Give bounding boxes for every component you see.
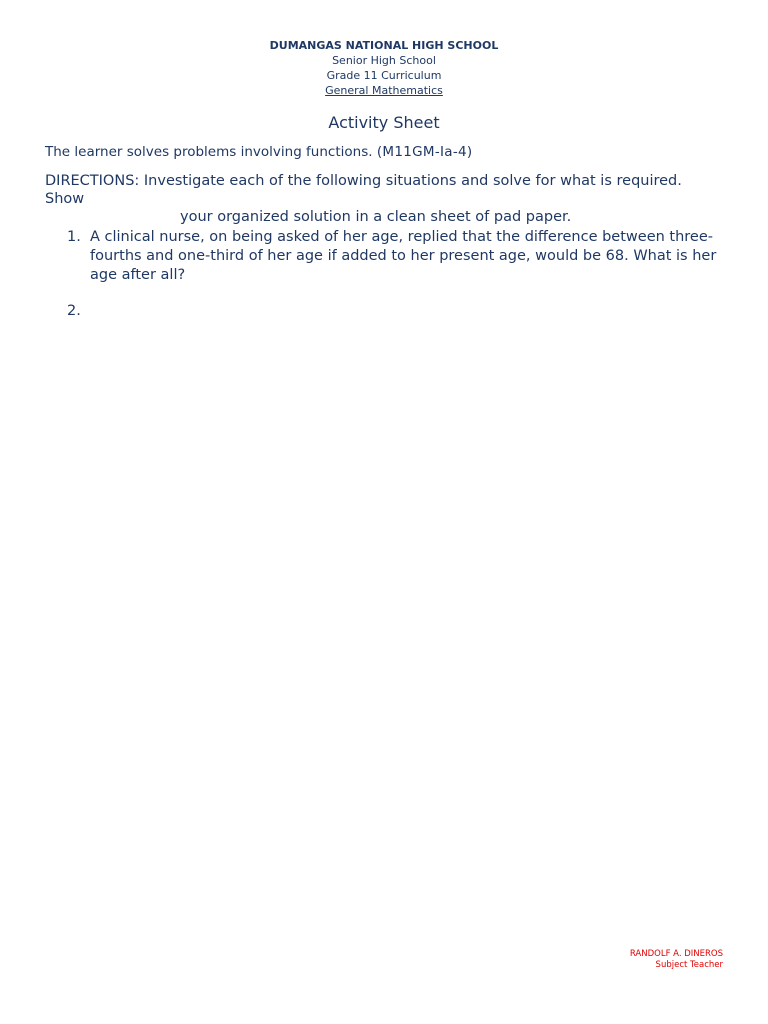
teacher-name: RANDOLF A. DINEROS <box>629 949 723 959</box>
school-level: Senior High School <box>332 54 436 67</box>
school-name: DUMANGAS NATIONAL HIGH SCHOOL <box>269 39 499 52</box>
problem-item <box>45 228 725 285</box>
directions <box>45 172 725 226</box>
teacher-signature-block <box>630 949 723 971</box>
problem-number: 2. <box>67 303 81 319</box>
document-header <box>0 38 768 98</box>
sheet-title: Activity Sheet <box>328 113 440 132</box>
problem-list <box>45 228 725 319</box>
teacher-role: Subject Teacher <box>655 960 723 970</box>
objective-code: (M11GM-Ia-4) <box>376 144 473 160</box>
problem-text: A clinical nurse, on being asked of her age, replied that the difference between three-fourths and one-third of her age if added to her present age, would be 68. What is her age after all? <box>90 229 717 283</box>
learning-objective <box>45 143 472 162</box>
curriculum-label: Grade 11 Curriculum <box>326 69 442 82</box>
objective-text: The learner solves problems involving functions. <box>45 144 373 160</box>
subject-title: General Mathematics <box>325 84 443 97</box>
problem-number: 1. <box>67 229 81 245</box>
directions-line-1: DIRECTIONS: Investigate each of the following situations and solve for what is required. Show <box>45 173 682 207</box>
directions-line-2: your organized solution in a clean sheet of pad paper. <box>180 209 572 225</box>
